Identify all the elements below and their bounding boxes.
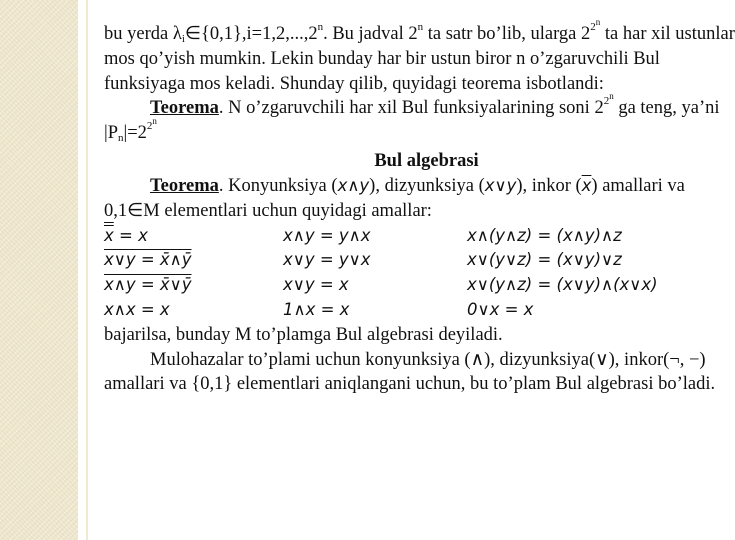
- theorem-label: Teorema: [150, 175, 219, 196]
- algebra-laws-table: [104, 224, 709, 323]
- law-de-morgan-2: x∧y = x̄∨ȳ: [104, 275, 192, 295]
- superscript-base: 2: [146, 120, 153, 133]
- law-cell: x∨y = x: [283, 275, 349, 295]
- theorem-label: Teorema: [150, 98, 219, 119]
- superscript: [590, 17, 601, 33]
- text: bu yerda λ: [104, 24, 182, 44]
- superscript-base: 2: [590, 21, 596, 33]
- theorem-1: [104, 91, 720, 121]
- paragraph-1-line-1: [104, 17, 735, 47]
- paragraph-1-line-3: funksiyaga mos keladi. Shunday qilib, quyidagi teorema isbotlandi:: [104, 73, 604, 94]
- text: ), dizyunksiya (: [369, 175, 485, 196]
- theorem-2-line-2: 0,1∈M elementlari uchun quyidagi amallar:: [104, 200, 432, 221]
- superscript-base: 2: [603, 95, 610, 108]
- text: |=2: [123, 123, 147, 144]
- law-cell: x∧y = y∧x: [283, 225, 371, 245]
- text: |P: [104, 123, 118, 144]
- superscript-exponent: n: [152, 116, 157, 127]
- theorem-1-formula: [104, 116, 709, 146]
- law-rest: = x: [113, 225, 148, 245]
- superscript-exponent: n: [595, 17, 601, 27]
- law-cell: x∨(y∨z) = (x∨y)∨z: [467, 250, 622, 270]
- text: ∈{0,1},i=1,2,...,2: [184, 24, 318, 44]
- paragraph-3-line-1: Mulohazalar to’plami uchun konyunksiya (∧), dizyunksiya(∨), inkor(¬, −): [150, 349, 706, 370]
- law-de-morgan-1: x∨y = x̄∧ȳ: [104, 250, 192, 270]
- superscript: [603, 91, 614, 108]
- paragraph-3-line-2: amallari va {0,1} elementlari aniqlangani uchun, bu to’plam Bul algebrasi bo’ladi.: [104, 374, 716, 395]
- text: . Bu jadval 2: [323, 24, 418, 44]
- subscript: n: [118, 132, 124, 145]
- disjunction-formula: x∨y: [484, 175, 517, 195]
- text: . Konyunksiya (: [218, 175, 338, 196]
- text: ), inkor (: [516, 175, 582, 196]
- law-cell: x∧(y∧z) = (x∧y)∧z: [467, 225, 622, 245]
- conjunction-formula: x∧y: [337, 175, 370, 195]
- superscript-exponent: n: [609, 91, 614, 102]
- paragraph-1-line-2: mos qo’yish mumkin. Lekin bunday har bir ustun biror n o’zgaruvchili Bul: [104, 48, 660, 69]
- superscript: n: [417, 21, 424, 33]
- superscript: [146, 116, 157, 133]
- slide-left-border: [0, 0, 78, 540]
- negation-formula: $\overline{x}$: [581, 175, 592, 195]
- law-double-negation: [104, 224, 283, 249]
- section-title: Bul algebrasi: [374, 150, 479, 171]
- law-cell: x∨(y∧z) = (x∨y)∧(x∨x): [467, 275, 658, 295]
- slide-border-line: [86, 0, 88, 540]
- document-body: [104, 17, 735, 397]
- law-cell: 1∧x = x: [283, 299, 350, 319]
- double-negated-variable: x: [104, 225, 114, 245]
- law-cell: x∧x = x: [104, 299, 170, 319]
- law-cell: 0∨x = x: [467, 299, 534, 319]
- text: . N o’zgaruvchili har xil Bul funksiyalarining soni 2: [218, 98, 604, 119]
- text: ta har xil ustunlar: [600, 24, 735, 44]
- text: ) amallari va: [591, 175, 685, 196]
- law-cell: x∨y = y∨x: [283, 250, 371, 270]
- theorem-2: [104, 174, 709, 199]
- paragraph-2: bajarilsa, bunday M to’plamga Bul algebrasi deyiladi.: [104, 324, 503, 345]
- subscript: i: [181, 33, 185, 45]
- superscript: n: [317, 21, 324, 33]
- text: ga teng, ya’ni: [613, 98, 720, 119]
- text: ta satr bo’lib, ularga 2: [423, 24, 591, 44]
